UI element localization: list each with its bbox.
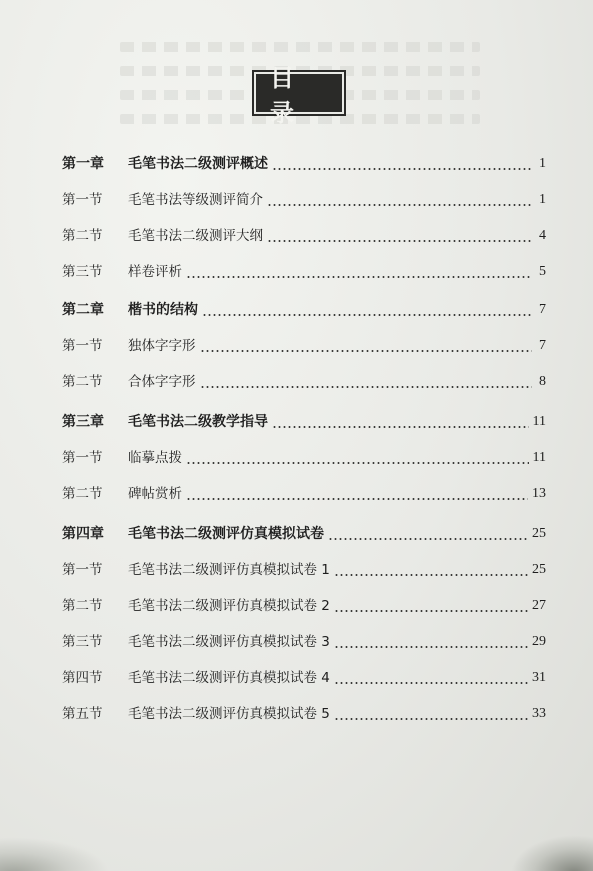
- page-number: 1: [539, 192, 546, 207]
- toc-section-row: [62, 480, 546, 504]
- section-title: 毛笔书法二级测评大纲: [128, 228, 263, 244]
- section-number: 第三节: [62, 264, 103, 280]
- section-title: 毛笔书法二级测评仿真模拟试卷 3: [128, 634, 330, 650]
- toc-section-row: [62, 700, 546, 724]
- chapter-title: 毛笔书法二级测评概述: [128, 156, 268, 172]
- section-number: 第一节: [62, 562, 103, 578]
- dot-leader: [267, 204, 532, 206]
- page-number: 27: [532, 598, 546, 613]
- toc-section-row: [62, 556, 546, 580]
- dot-leader: [272, 168, 532, 170]
- section-title: 碑帖赏析: [128, 486, 182, 502]
- toc-section-row: [62, 186, 546, 210]
- chapter-title: 毛笔书法二级教学指导: [128, 414, 268, 430]
- page-number: 13: [532, 486, 546, 501]
- dot-leader: [200, 350, 533, 352]
- toc-section-row: [62, 628, 546, 652]
- page-number: 31: [532, 670, 546, 685]
- dot-leader: [334, 682, 528, 684]
- section-number: 第一节: [62, 338, 103, 354]
- section-title: 毛笔书法等级测评简介: [128, 192, 263, 208]
- section-title: 合体字字形: [128, 374, 196, 390]
- page-number: 25: [532, 562, 546, 577]
- section-number: 第四节: [62, 670, 103, 686]
- toc-section-row: [62, 222, 546, 246]
- section-title: 毛笔书法二级测评仿真模拟试卷 2: [128, 598, 330, 614]
- section-title: 临摹点拨: [128, 450, 182, 466]
- page-number: 33: [532, 706, 546, 721]
- toc-section-row: [62, 368, 546, 392]
- section-title: 独体字字形: [128, 338, 196, 354]
- toc-chapter-row: [62, 408, 546, 432]
- chapter-number: 第二章: [62, 302, 104, 318]
- toc-section-row: [62, 664, 546, 688]
- corner-ink-decoration-right: [511, 835, 593, 871]
- page-number: 4: [539, 228, 546, 243]
- page-number: 8: [539, 374, 546, 389]
- toc-section-row: [62, 258, 546, 282]
- chapter-number: 第一章: [62, 156, 104, 172]
- page-number: 11: [532, 414, 546, 429]
- section-title: 毛笔书法二级测评仿真模拟试卷 4: [128, 670, 330, 686]
- page-number: 7: [539, 338, 546, 353]
- dot-leader: [186, 276, 532, 278]
- toc-section-row: [62, 332, 546, 356]
- toc-chapter-row: [62, 520, 546, 544]
- section-number: 第三节: [62, 634, 103, 650]
- section-title: 毛笔书法二级测评仿真模拟试卷 1: [128, 562, 330, 578]
- section-title: 样卷评析: [128, 264, 182, 280]
- section-number: 第二节: [62, 228, 103, 244]
- section-number: 第二节: [62, 374, 103, 390]
- chapter-title: 楷书的结构: [128, 302, 198, 318]
- section-number: 第一节: [62, 450, 103, 466]
- dot-leader: [334, 718, 528, 720]
- toc-heading-box: [256, 64, 342, 127]
- page-number: 11: [532, 450, 546, 465]
- dot-leader: [334, 574, 528, 576]
- toc-section-row: [62, 592, 546, 616]
- dot-leader: [267, 240, 532, 242]
- toc-section-row: [62, 444, 546, 468]
- chapter-number: 第三章: [62, 414, 104, 430]
- corner-ink-decoration-left: [0, 837, 110, 871]
- toc-chapter-row: [62, 296, 546, 320]
- page-number: 1: [539, 156, 546, 171]
- page-number: 29: [532, 634, 546, 649]
- chapter-number: 第四章: [62, 526, 104, 542]
- page-number: 5: [539, 264, 546, 279]
- dot-leader: [334, 646, 528, 648]
- dot-leader: [186, 498, 528, 500]
- dot-leader: [186, 462, 529, 464]
- section-number: 第五节: [62, 706, 103, 722]
- dot-leader: [200, 386, 533, 388]
- dot-leader: [202, 314, 532, 316]
- toc-heading: 目 录: [270, 64, 308, 127]
- section-number: 第二节: [62, 598, 103, 614]
- section-number: 第二节: [62, 486, 103, 502]
- section-title: 毛笔书法二级测评仿真模拟试卷 5: [128, 706, 330, 722]
- dot-leader: [272, 426, 529, 428]
- dot-leader: [334, 610, 528, 612]
- section-number: 第一节: [62, 192, 103, 208]
- chapter-title: 毛笔书法二级测评仿真模拟试卷: [128, 526, 324, 542]
- dot-leader: [328, 538, 528, 540]
- page-number: 7: [539, 302, 546, 317]
- toc-chapter-row: [62, 150, 546, 174]
- page-number: 25: [532, 526, 546, 541]
